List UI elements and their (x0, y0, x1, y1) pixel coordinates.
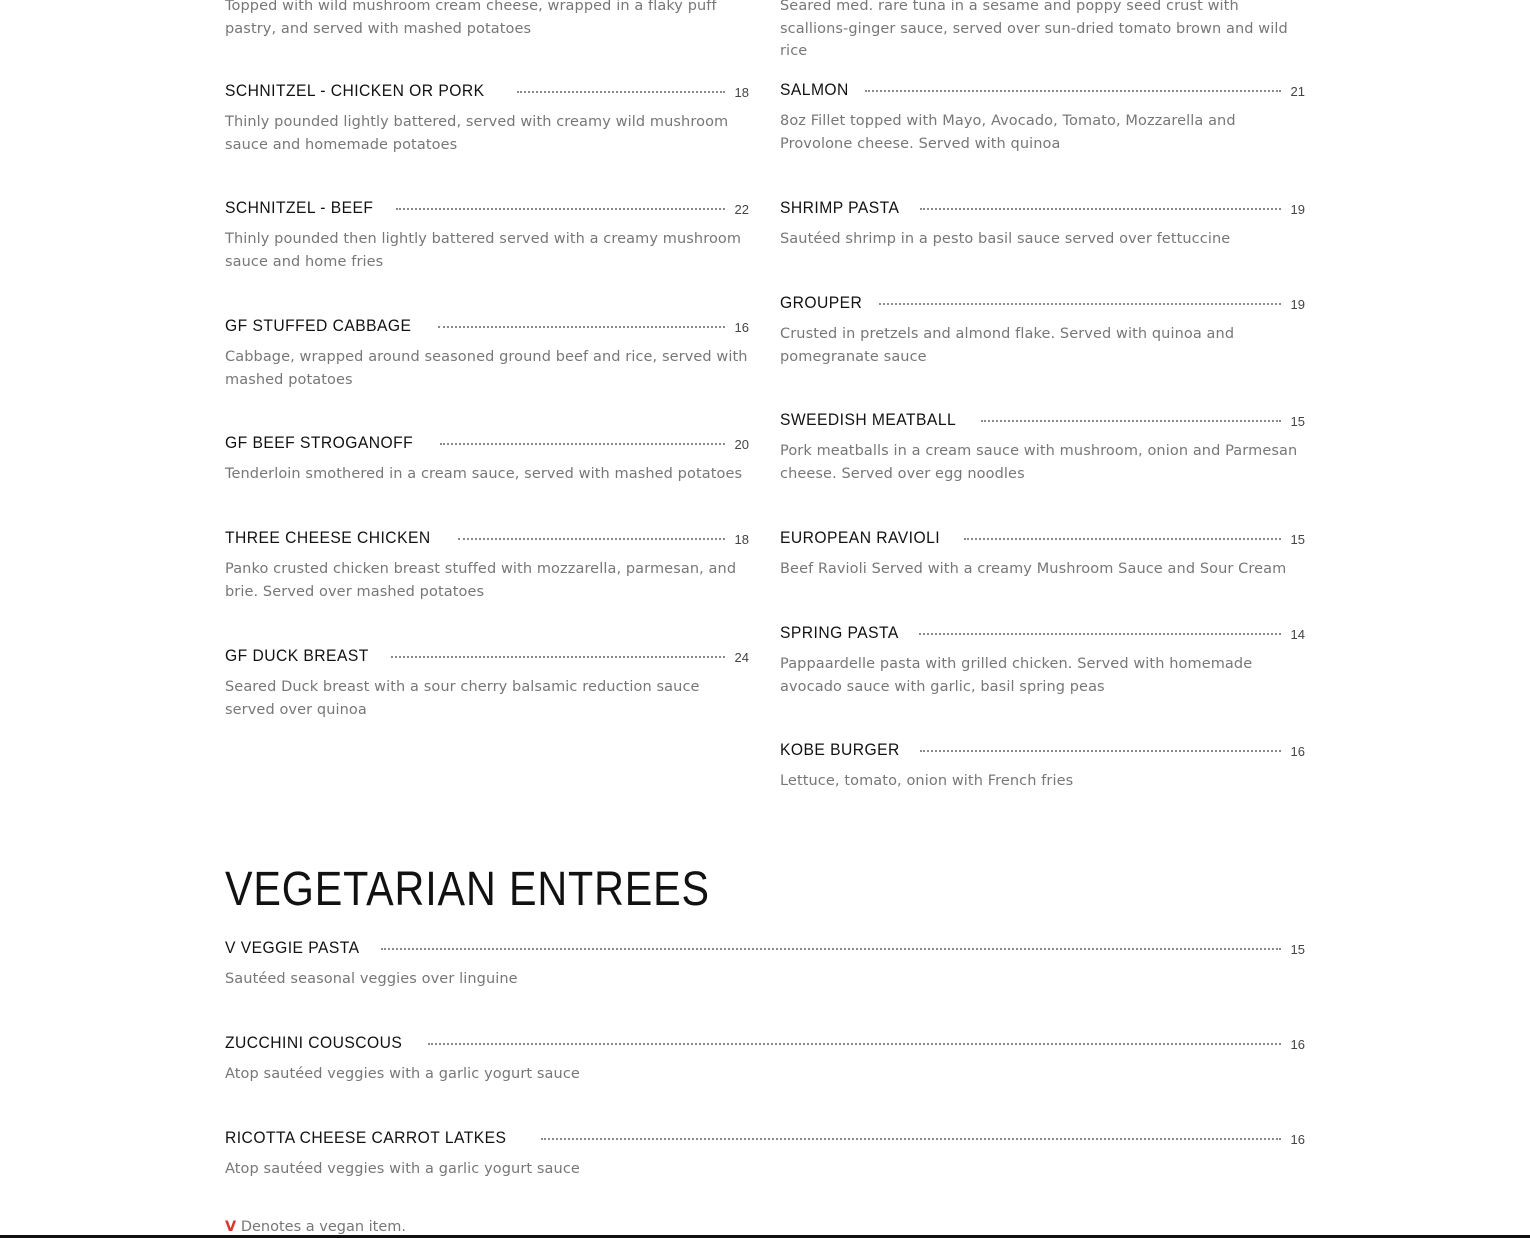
item-description: Cabbage, wrapped around seasoned ground beef and rice, served with mashed potatoes (225, 349, 748, 388)
menu-item-gf-beef-stroganoff (225, 430, 749, 486)
item-name: KOBE BURGER (780, 740, 900, 759)
item-name: V VEGGIE PASTA (225, 938, 360, 957)
item-name: SWEEDISH MEATBALL (780, 410, 957, 429)
item-name: SPRING PASTA (780, 623, 899, 642)
item-price: 15 (1290, 413, 1305, 429)
dotted-leader (391, 656, 724, 658)
item-name: SALMON (780, 80, 849, 99)
dotted-leader (981, 420, 1280, 422)
item-name: EUROPEAN RAVIOLI (780, 528, 941, 547)
menu-item-shrimp-pasta (780, 195, 1305, 251)
dotted-leader (920, 208, 1281, 210)
dotted-leader (865, 90, 1281, 92)
item-description: Thinly pounded then lightly battered served with a creamy mushroom sauce and home fries (225, 231, 742, 270)
menu-item-gf-stuffed-cabbage (225, 313, 749, 391)
item-price: 19 (1290, 201, 1305, 217)
vegan-footnote (225, 1219, 406, 1235)
item-price: 16 (734, 319, 749, 335)
item-price: 20 (734, 436, 749, 452)
dotted-leader (428, 1043, 1281, 1045)
item-description: Beef Ravioli Served with a creamy Mushroom Sauce and Sour Cream (780, 561, 1287, 577)
vegan-footnote-text: Denotes a vegan item. (236, 1219, 407, 1235)
item-description: Sautéed seasonal veggies over linguine (225, 971, 518, 987)
item-price: 18 (734, 84, 749, 100)
section-title-vegetarian: VEGETARIAN ENTREES (225, 863, 710, 916)
menu-item-veggie-pasta (225, 935, 1305, 991)
menu-item-gf-duck-breast (225, 643, 749, 721)
item-description: Panko crusted chicken breast stuffed with mozzarella, parmesan, and brie. Served over mashed potatoes (225, 561, 737, 600)
item-name: SHRIMP PASTA (780, 198, 900, 217)
dotted-leader (517, 91, 724, 93)
item-price: 16 (1290, 1036, 1305, 1052)
menu-item-kobe-burger (780, 737, 1305, 793)
item-description: Pappaardelle pasta with grilled chicken. Served with homemade avocado sauce with garlic, basil spring peas (780, 656, 1253, 695)
item-name: SCHNITZEL - CHICKEN OR PORK (225, 81, 485, 100)
item-name: SCHNITZEL - BEEF (225, 198, 374, 217)
vegan-mark: V (225, 1219, 237, 1235)
dotted-leader (879, 303, 1280, 305)
dotted-leader (919, 633, 1280, 635)
item-name: GF DUCK BREAST (225, 646, 369, 665)
menu-item-ricotta-carrot-latkes (225, 1125, 1305, 1181)
item-price: 16 (1290, 1131, 1305, 1147)
item-description: Sautéed shrimp in a pesto basil sauce served over fettuccine (780, 231, 1231, 247)
menu-item-salmon (780, 77, 1305, 155)
item-name: GF BEEF STROGANOFF (225, 433, 414, 452)
item-price: 18 (734, 531, 749, 547)
item-name: ZUCCHINI COUSCOUS (225, 1033, 403, 1052)
menu-item-zucchini-couscous (225, 1030, 1305, 1086)
item-price: 14 (1290, 626, 1305, 642)
item-name: RICOTTA CHEESE CARROT LATKES (225, 1128, 507, 1147)
menu-item-schnitzel-chicken-pork (225, 78, 749, 156)
item-description: Pork meatballs in a cream sauce with mushroom, onion and Parmesan cheese. Served over egg noodles (780, 443, 1298, 482)
dotted-leader (458, 538, 724, 540)
item-name: GF STUFFED CABBAGE (225, 316, 412, 335)
item-price: 15 (1290, 941, 1305, 957)
item-description: Seared Duck breast with a sour cherry balsamic reduction sauce served over quinoa (225, 679, 700, 718)
dotted-leader (920, 750, 1280, 752)
item-description: Lettuce, tomato, onion with French fries (780, 773, 1074, 789)
dotted-leader (438, 326, 725, 328)
item-name: THREE CHEESE CHICKEN (225, 528, 431, 547)
item-price: 22 (734, 201, 749, 217)
menu-item-schnitzel-beef (225, 195, 749, 273)
menu-item-spring-pasta (780, 620, 1305, 698)
dotted-leader (396, 208, 724, 210)
item-name: GROUPER (780, 293, 863, 312)
item-description: 8oz Fillet topped with Mayo, Avocado, Tomato, Mozzarella and Provolone cheese. Served with quinoa (780, 113, 1236, 152)
item-description: Thinly pounded lightly battered, served with creamy wild mushroom sauce and homemade potatoes (225, 114, 729, 153)
item-description: Crusted in pretzels and almond flake. Served with quinoa and pomegranate sauce (780, 326, 1235, 365)
menu-item-european-ravioli (780, 525, 1305, 581)
partial-item-description-right: Seared med. rare tuna in a sesame and poppy seed crust with scallions-ginger sauce, served over sun-dried tomato brown and wild rice (780, 0, 1288, 59)
item-price: 19 (1290, 296, 1305, 312)
menu-item-sweedish-meatball (780, 407, 1305, 485)
dotted-leader (964, 538, 1281, 540)
menu-item-grouper (780, 290, 1305, 368)
item-description: Tenderloin smothered in a cream sauce, served with mashed potatoes (225, 466, 743, 482)
item-price: 15 (1290, 531, 1305, 547)
item-description: Atop sautéed veggies with a garlic yogurt sauce (225, 1161, 580, 1177)
item-price: 16 (1290, 743, 1305, 759)
item-description: Atop sautéed veggies with a garlic yogurt sauce (225, 1066, 580, 1082)
dotted-leader (381, 948, 1280, 950)
dotted-leader (541, 1138, 1281, 1140)
dotted-leader (440, 443, 725, 445)
partial-item-description-left: Topped with wild mushroom cream cheese, wrapped in a flaky puff pastry, and served with mashed potatoes (225, 0, 717, 37)
item-price: 21 (1290, 83, 1305, 99)
menu-item-three-cheese-chicken (225, 525, 749, 603)
item-price: 24 (734, 649, 749, 665)
